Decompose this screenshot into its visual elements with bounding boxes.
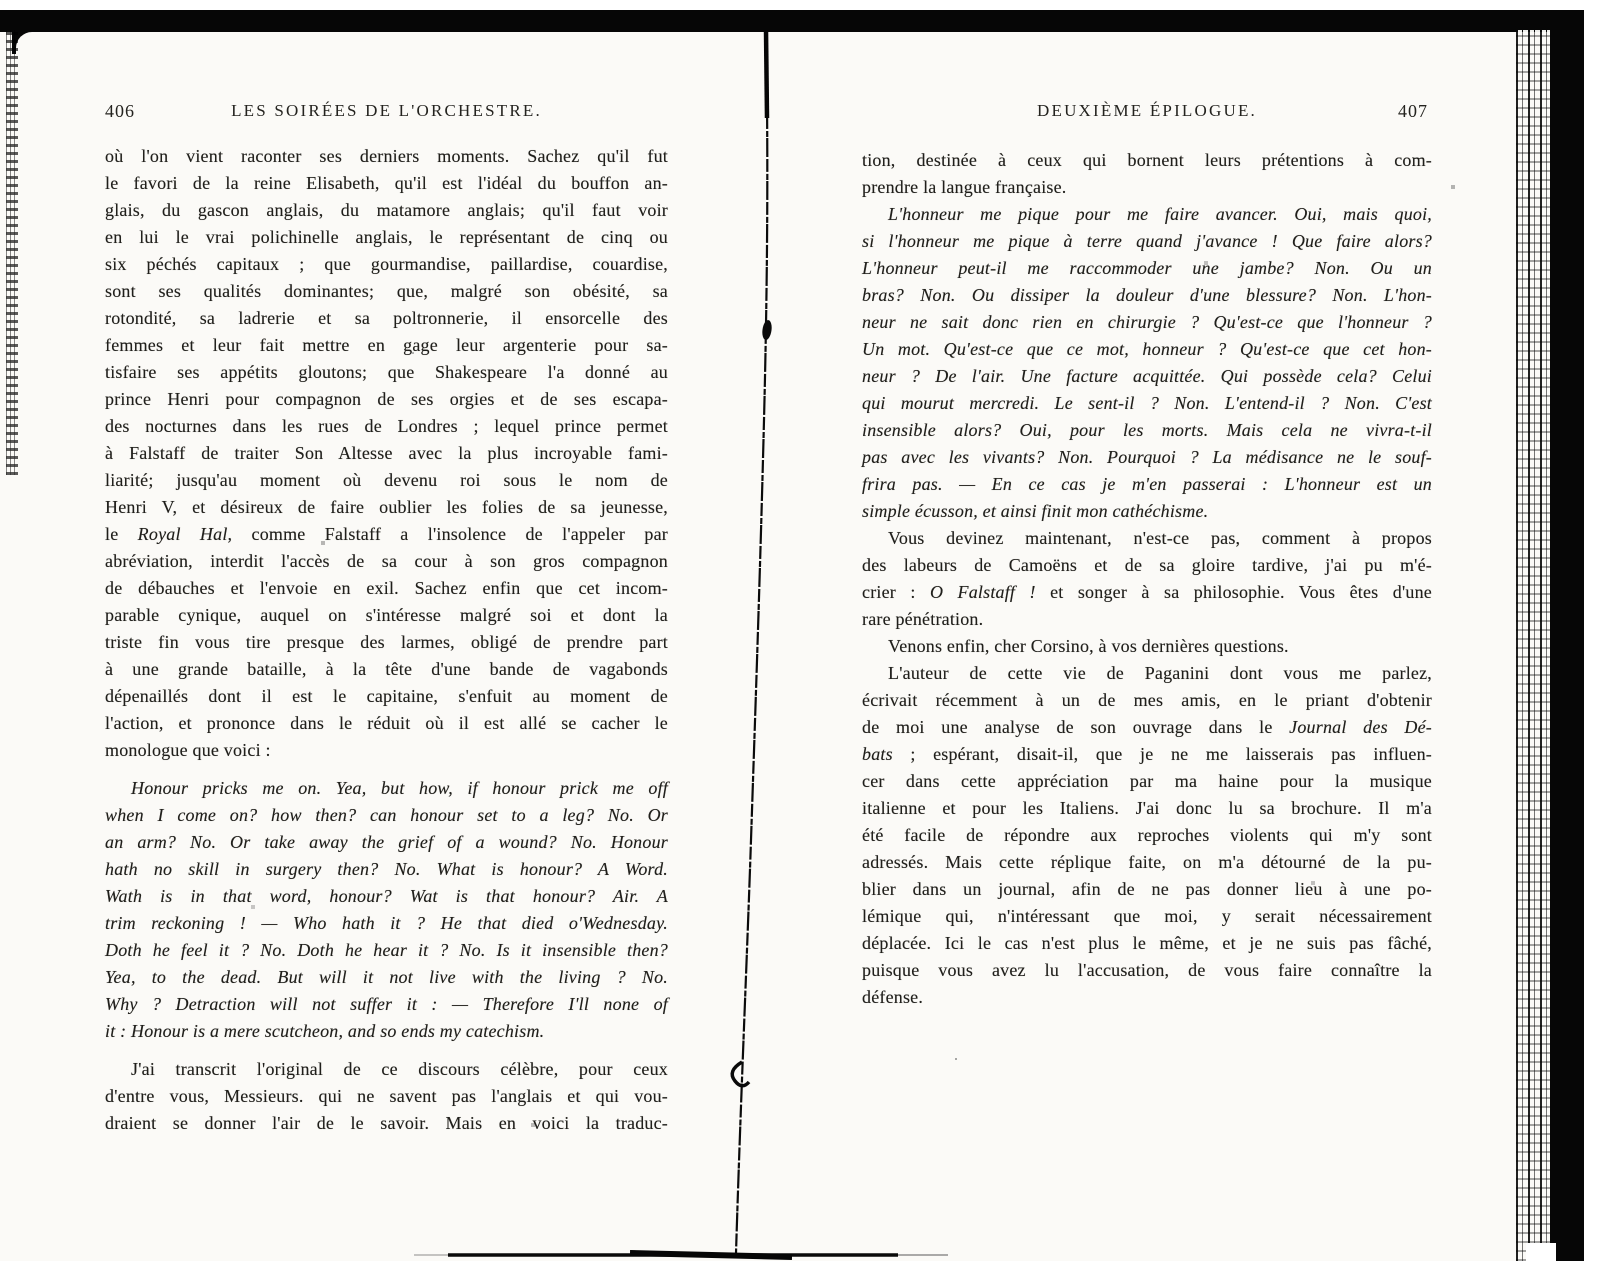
- text-line: L'auteur de cette vie de Paganini dont vous me parlez,: [888, 663, 1432, 683]
- paragraph: [105, 1056, 668, 1137]
- text-line: an arm? No. Or take away the grief of a wound? No. Honour: [105, 832, 668, 852]
- text-line: adressés. Mais cette réplique faite, on m'a détourné de la pu-: [862, 852, 1432, 872]
- text-line: le favori de la reine Elisabeth, qu'il est l'idéal du bouffon an-: [105, 173, 668, 193]
- paragraph: [862, 633, 1432, 660]
- scan-black-band-right: [1550, 10, 1584, 1261]
- text-line: rare pénétration.: [862, 609, 984, 629]
- text-line: l'action, et prononce dans le réduit où il est allé se cacher le: [105, 713, 668, 733]
- page-corner-paper: [16, 32, 56, 64]
- text-line: triste fin vous tire presque des larmes, obligé de prendre part: [105, 632, 668, 652]
- text-line: blier dans un journal, afin de ne pas donner lieu à une po-: [862, 879, 1432, 899]
- text-line: Un mot. Qu'est-ce que ce mot, honneur ? Qu'est-ce que cet hon-: [862, 339, 1432, 359]
- scan-margin-top: [0, 0, 1600, 10]
- text-line: bats ; espérant, disait-il, que je ne me laisserais pas influen-: [862, 744, 1432, 764]
- text-line: défense.: [862, 987, 924, 1007]
- text-line: monologue que voici :: [105, 740, 271, 760]
- text-line: tisfaire ses appétits gloutons; que Shakespeare l'a donné au: [105, 362, 668, 382]
- text-line: le Royal Hal, comme Falstaff a l'insolence de l'appeler par: [105, 524, 668, 544]
- text-line: abréviation, interdit l'accès de sa cour à son gros compagnon: [105, 551, 668, 571]
- text-line: Yea, to the dead. But will it not live with the living ? No.: [105, 967, 668, 987]
- text-line: à une grande bataille, à la tête d'une bande de vagabonds: [105, 659, 668, 679]
- paragraph: [862, 147, 1432, 201]
- left-page-body: [105, 143, 668, 1137]
- paragraph: [105, 775, 668, 1045]
- left-page-number: 406: [105, 101, 135, 121]
- text-line: parable cynique, auquel on s'intéresse malgré soi et dont la: [105, 605, 668, 625]
- text-line: des labeurs de Camoëns et de sa gloire tardive, j'ai pu m'é-: [862, 555, 1432, 575]
- text-line: pas avec les vivants? Non. Pourquoi ? La médisance ne le souf-: [862, 447, 1432, 467]
- text-line: prince Henri pour compagnon de ses orgies et de ses escapa-: [105, 389, 668, 409]
- text-line: hath no skill in surgery then? No. What is honour? A Word.: [105, 859, 668, 879]
- right-running-title: DEUXIÈME ÉPILOGUE.: [1037, 101, 1257, 120]
- text-line: d'entre vous, Messieurs. qui ne savent pas l'anglais et qui vou-: [105, 1086, 668, 1106]
- text-line: bras? Non. Ou dissiper la douleur d'une blessure? Non. L'hon-: [862, 285, 1432, 305]
- text-line: L'honneur peut-il me raccommoder une jambe? Non. Ou un: [862, 258, 1432, 278]
- right-page-header: [862, 101, 1432, 127]
- text-line: été facile de répondre aux reproches violents qui m'y sont: [862, 825, 1432, 845]
- scan-notch-bottom-right: [1526, 1243, 1556, 1261]
- text-line: crier : O Falstaff ! et songer à sa philosophie. Vous êtes d'une: [862, 582, 1432, 602]
- right-page-body: [862, 147, 1432, 1011]
- scan-margin-right: [1584, 0, 1600, 1261]
- scan-black-band-top: [0, 10, 1584, 32]
- paper-specks: [0, 0, 2, 2]
- text-line: Venons enfin, cher Corsino, à vos dernières questions.: [888, 636, 1289, 656]
- text-line: frira pas. — En ce cas je m'en passerai : L'honneur est un: [862, 474, 1432, 494]
- text-line: puisque vous avez lu l'accusation, de vous faire connaître la: [862, 960, 1432, 980]
- text-line: rotondité, sa ladrerie et sa poltronnerie, il ensorcelle des: [105, 308, 668, 328]
- text-line: en lui le vrai polichinelle anglais, le représentant de cinq ou: [105, 227, 668, 247]
- text-line: draient se donner l'air de le savoir. Mais en voici la traduc-: [105, 1113, 668, 1133]
- text-line: déplacée. Ici le cas n'est plus le même, et je ne suis pas fâché,: [862, 933, 1432, 953]
- text-line: Honour pricks me on. Yea, but how, if honour prick me off: [131, 778, 668, 798]
- paragraph: [105, 143, 668, 764]
- text-line: de moi une analyse de son ouvrage dans le Journal des Dé-: [862, 717, 1432, 737]
- text-line: femmes et leur fait mettre en gage leur argenterie pour sa-: [105, 335, 668, 355]
- paragraph: [862, 201, 1432, 525]
- text-line: J'ai transcrit l'original de ce discours célèbre, pour ceux: [131, 1059, 668, 1079]
- text-line: cer dans cette appréciation par ma haine pour la musique: [862, 771, 1432, 791]
- text-line: tion, destinée à ceux qui bornent leurs prétentions à com-: [862, 150, 1432, 170]
- text-line: Doth he feel it ? No. Doth he hear it ? No. Is it insensible then?: [105, 940, 668, 960]
- text-line: dépenaillés dont il est le capitaine, s'enfuit au moment de: [105, 686, 668, 706]
- text-line: Henri V, et désireux de faire oublier les folies de sa jeunesse,: [105, 497, 668, 517]
- right-page-number: 407: [1398, 101, 1428, 121]
- text-line: de débauches et l'envoie en exil. Sachez enfin que cet incom-: [105, 578, 668, 598]
- text-line: qui mourut mercredi. Le sent-il ? Non. L'entend-il ? Non. C'est: [862, 393, 1432, 413]
- text-line: six péchés capitaux ; que gourmandise, paillardise, couardise,: [105, 254, 668, 274]
- text-line: neur ? De l'air. Une facture acquittée. Qui possède cela? Celui: [862, 366, 1432, 386]
- text-line: Wath is in that word, honour? Wat is that honour? Air. A: [105, 886, 668, 906]
- text-line: liarité; jusqu'au moment où devenu roi sous le nom de: [105, 470, 668, 490]
- text-line: sont ses qualités dominantes; que, malgré son obésité, sa: [105, 281, 668, 301]
- text-line: neur ne sait donc rien en chirurgie ? Qu'est-ce que l'honneur ?: [862, 312, 1432, 332]
- left-page-header: [105, 101, 668, 127]
- text-line: lémique qui, n'intéressant que moi, y serait nécessairement: [862, 906, 1432, 926]
- paragraph: [862, 525, 1432, 633]
- text-line: prendre la langue française.: [862, 177, 1067, 197]
- paragraph: [862, 660, 1432, 1011]
- book-page-edges-right: [1516, 30, 1550, 1261]
- left-running-title: LES SOIRÉES DE L'ORCHESTRE.: [231, 101, 542, 120]
- text-line: when I come on? how then? can honour set to a leg? No. Or: [105, 805, 668, 825]
- text-line: simple écusson, et ainsi finit mon cathéchisme.: [862, 501, 1209, 521]
- text-line: Vous devinez maintenant, n'est-ce pas, comment à propos: [888, 528, 1432, 548]
- text-line: glais, du gascon anglais, du matamore anglais; qu'il faut voir: [105, 200, 668, 220]
- text-line: italienne et pour les Italiens. J'ai donc lu sa brochure. Il m'a: [862, 798, 1432, 818]
- text-line: trim reckoning ! — Who hath it ? He that died o'Wednesday.: [105, 913, 668, 933]
- text-line: écrivait récemment à un de mes amis, en le priant d'obtenir: [862, 690, 1432, 710]
- text-line: L'honneur me pique pour me faire avancer. Oui, mais quoi,: [888, 204, 1432, 224]
- text-line: des nocturnes dans les rues de Londres ; lequel prince permet: [105, 416, 668, 436]
- text-line: si l'honneur me pique à terre quand j'avance ! Que faire alors?: [862, 231, 1432, 251]
- text-line: où l'on vient raconter ses derniers moments. Sachez qu'il fut: [105, 146, 668, 166]
- text-line: insensible alors? Oui, pour les morts. Mais cela ne vivra-t-il: [862, 420, 1432, 440]
- book-page-edge-left: [6, 30, 18, 475]
- text-line: it : Honour is a mere scutcheon, and so ends my catechism.: [105, 1021, 545, 1041]
- text-line: à Falstaff de traiter Son Altesse avec la plus incroyable fami-: [105, 443, 668, 463]
- text-line: Why ? Detraction will not suffer it : — Therefore I'll none of: [105, 994, 668, 1014]
